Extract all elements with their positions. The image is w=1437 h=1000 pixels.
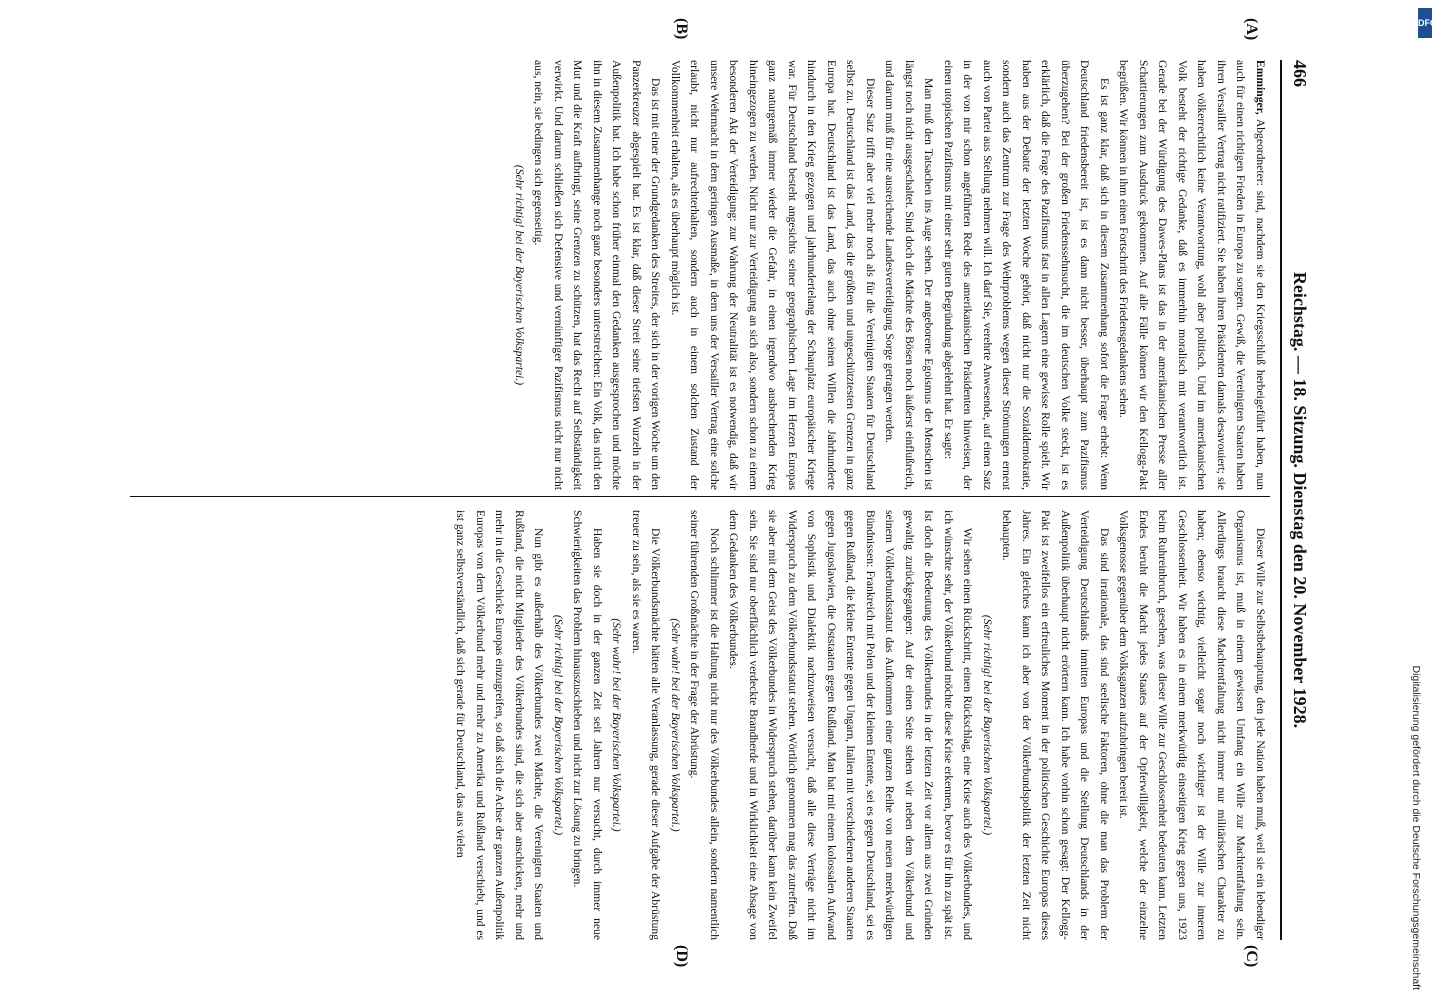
digitization-credit bbox=[1405, 10, 1427, 990]
interjection: (Sehr richtig! bei der Bayerischen Volkspartei.) bbox=[513, 164, 526, 386]
margin-mark-c: (C) bbox=[1243, 945, 1260, 968]
page-number: 466 bbox=[1290, 60, 1310, 87]
margin-mark-a: (A) bbox=[1243, 18, 1260, 41]
column-divider bbox=[130, 496, 1270, 497]
speaker-paragraph bbox=[1114, 60, 1270, 490]
body-paragraph: Es ist ganz klar, daß sich in diesem Zusammenhang sofort die Frage erhebt: Wenn Deutschland friedensbereit ist, ist es dann nicht besser, überhaupt zum Pazifismus überzugehen? Bei der großen Friedenssehnsucht, die im deutschen Volke steckt, ist es erklärlich, daß die Frage des Pazifismus fast in allen Lagern eine gewisse Rolle spielt. Wir haben aus der Debatte der letzten Woche gehört, daß nicht nur die Sozialdemokratie, sondern auch das Zentrum zur Frage des Wehrproblems wegen dieser Strömungen erneut auch von Partei aus Stellung nehmen will. Ich darf Sie, verehrte Anwesende, auf einen Satz in der von mir schon angeführten Rede des amerikanischen Präsidenten hinweisen, der einen utopischen Pazifismus mit einer sehr guten Begründung abgelehnt hat. Er sagte: bbox=[942, 60, 1111, 490]
page-header bbox=[1280, 60, 1310, 940]
interjection: (Sehr wahr! bei der Bayerischen Volkspartei.) bbox=[610, 618, 624, 832]
digitization-credit-text: Digitalisierung gefördert durch die Deutsche Forschungsgemeinschaft bbox=[1410, 665, 1422, 990]
margin-mark-d: (D) bbox=[673, 945, 690, 968]
speaker-role: Abgeordneter: bbox=[1254, 118, 1267, 186]
body-paragraph: Die Völkerbundsmächte hätten alle Veranlassung, gerade dieser Aufgabe der Abrüstung treuer zu sein, als sie es waren. bbox=[630, 510, 663, 940]
margin-mark-b: (B) bbox=[673, 18, 690, 40]
body-paragraph: Dieser Wille zur Selbstbehauptung, den jede Nation haben muß, weil sie ein lebendiger Organismus ist, muß in einem gewissen Umfang ein Wille zur Machtentfaltung sein. Allerdings braucht diese Machtentfaltung nicht immer nur militärischen Charakter zu haben; ebenso wichtig, vielleicht sogar noch wichtiger ist der Wille zur inneren Geschlossenheit. Wir haben es in einem merkwürdig einseitigen Krieg gegen uns, 1923 beim Ruhreinbruch, gesehen, was dieser Wille zur Geschlossenheit bedeuten kann. Letzten Endes beruht die Macht jedes Staates auf der Opferwilligkeit, welche der einzelne Volksgenosse gegenüber dem Volksganzen aufzubringen bereit ist. bbox=[1117, 510, 1267, 940]
interjection: (Sehr richtig! bei der Bayerischen Volkspartei.) bbox=[552, 614, 565, 836]
speaker-name: Emminger, bbox=[1254, 60, 1267, 115]
body-paragraph: Wir sehen einen Rückschritt, einen Rückschlag, eine Krise auch des Völkerbundes, und ich wünschte sehr, der Völkerbund möchte diese Krise erkennen, bevor es für ihn zu spät ist. Ist doch die Bedeutung des Völkerbundes in der letzten Zeit vor allem aus zwei Gründen gewaltig zurückgegangen: Auf der einen Seite stehen wir neben dem Völkerbund und seinem Völkerbundsstatut das Aufkommen einer ganzen Reihe von neuen merkwürdigen Bündnissen: Frankreich mit Polen und der kleinen Entente, sei es gegen Deutschland, sei es gegen Rußland, die kleine Entente gegen Ungarn, Italien mit verschiedenen anderen Staaten gegen Jugoslawien, die Oststaaten gegen Rußland. Man hat mit einem kolossalen Aufwand von Sophistik und Dialektik nachzuweisen versucht, daß alle diese Verträge nicht im Widerspruch zu dem Völkerbundsstatut stehen. Wörtlich genommen mag das zutreffen. Daß sie aber mit dem Geist des Völkerbundes in Widerspruch stehen, darüber kann kein Zweifel sein. Sie sind nur oberflächlich verdeckte Brandherde und in Wirklichkeit eine Absage von dem Gedanken des Völkerbundes. bbox=[727, 510, 975, 940]
body-paragraph: Dieser Satz trifft aber viel mehr noch als für die Vereinigten Staaten für Deutschland selbst zu. Deutschland ist das Land, das die größten und ungeschütztesten Grenzen in ganz Europa hat. Deutschland ist das Land, das auch ohne seinen Willen die Jahrhunderte hindurch in den Krieg gezogen und jahrhundertelang der Schauplatz europäischer Kriege war. Für Deutschland besteht angesichts seiner geographischen Lage im Herzen Europas ganz naturgemäß immer wieder die Gefahr, in einen irgendwo ausbrechenden Krieg hineingezogen zu werden. Nicht nur zur Verteidigung an sich also, sondern schon zu einem besonderen Akt der Verteidigung: zur Wahrung der Neutralität ist es notwendig, daß wir unsere Wehrmacht in dem geringen Ausmaße, in dem uns der Versailler Vertrag eine solche erlaubt, nicht nur aufrechterhalten, sondern auch in einem solchen Zustand der Vollkommenheit erhalten, als es überhaupt möglich ist. bbox=[669, 60, 877, 490]
body-paragraph: Noch schlimmer ist die Haltung nicht nur des Völkerbundes allein, sondern namentlich seiner führenden Großmächte in der Frage der Abrüstung. bbox=[688, 510, 721, 940]
interjection: (Sehr richtig! bei der Bayerischen Volkspartei.) bbox=[981, 614, 994, 836]
left-text-column bbox=[120, 60, 1270, 490]
interjection: (Sehr wahr! bei der Bayerischen Volkspartei.) bbox=[669, 618, 682, 832]
speech-text: sind, nachdem sie den Kriegsschluß herbeigeführt haben, nun auch für einen richtigen Frieden in Europa zu sorgen. Gewiß, die Vereinigten Staaten haben ihren Versailler Vertrag nicht ratifiziert. Sie haben ihren Präsidenten damals desavouiert; sie haben völkerrechtlich keine Verantwortung, wohl aber politisch. Und im amerikanischen Volk besteht der richtige Gedanke, daß es immerhin moralisch mit verantwortlich ist. Gerade bei der Würdigung des Dawes-Plans ist das in der amerikanischen Presse aller Schattierungen zum Ausdruck gekommen. Auf alle Fälle können wir den Kellogg-Pakt begrüßen. Wir können in ihm einen Fortschritt des Friedensgedankens sehen. bbox=[1117, 60, 1267, 490]
running-title: Reichstag. — 18. Sitzung. Dienstag den 20. November 1928. bbox=[1290, 271, 1310, 729]
body-paragraph: Nun gibt es außerhalb des Völkerbundes zwei Mächte, die Vereinigten Staaten und Rußland, die nicht Mitglieder des Völkerbundes sind, die sich aber anschicken, mehr und mehr in die Geschicke Europas einzugreifen, so daß sich die Achse der ganzen Außenpolitik Europas von dem Völkerbund mehr und mehr zu Amerika und Rußland verschiebt, und es ist ganz selbstverständlich, daß sich gerade für Deutschland, das aus vielen bbox=[454, 510, 546, 940]
body-paragraph: Haben sie doch in der ganzen Zeit seit Jahren nur versucht, durch immer neue Schwierigkeiten das Problem hinauszuschieben und nicht zur Lösung zu bringen. bbox=[571, 510, 604, 940]
body-paragraph: Das sind irrationale, das sind seelische Faktoren, ohne die man das Problem der Verteidigung Deutschlands inmitten Europas und die Stellung Deutschlands in der Außenpolitik überhaupt nicht erörtern kann. Ich habe vorhin schon gesagt: Der Kellogg-Pakt ist zweifellos ein erfreuliches Moment in der politischen Geschichte Europas dieses Jahres. Ein gleiches kann ich aber von der Völkerbundspolitik der letzten Zeit nicht behaupten. bbox=[1000, 510, 1111, 940]
body-paragraph: Das ist mit einer der Grundgedanken des Streites, der sich in der vorigen Woche um den Panzerkreuzer abgespielt hat. Es ist klar, daß dieser Streit seine tiefsten Wurzeln in der Außenpolitik hat. Ich habe schon früher einmal den Gedanken ausgesprochen und möchte ihn in diesem Zusammenhange noch ganz besonders unterstreichen: Ein Volk, das nicht den Mut und die Kraft aufbringt, seine Grenzen zu schützen, hat das Recht auf Selbständigkeit verwirkt. Und darum schließen sich Defensive und vernünftiger Pazifismus nicht nur nicht aus, nein, sie bedingen sich gegenseitig. bbox=[532, 60, 663, 490]
rotated-page-content bbox=[100, 0, 1330, 1000]
right-text-column bbox=[120, 510, 1270, 940]
body-paragraph: Man muß den Tatsachen ins Auge sehen. Der angeborene Egoismus der Menschen ist längst noch nicht ausgeschaltet. Sind doch die Mächte des Bösen noch äußerst einflußreich, und darum muß für eine ausreichende Landesverteidigung Sorge getragen werden. bbox=[883, 60, 936, 490]
dfg-logo: DFG bbox=[1418, 8, 1432, 38]
